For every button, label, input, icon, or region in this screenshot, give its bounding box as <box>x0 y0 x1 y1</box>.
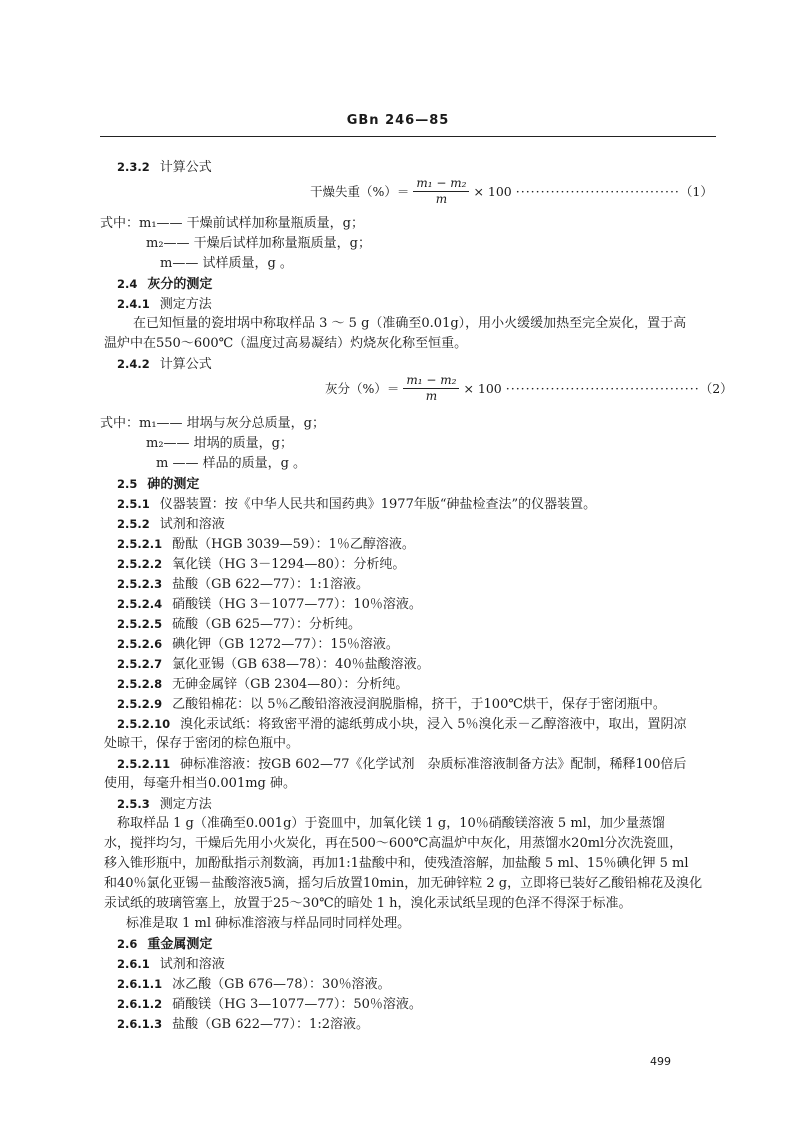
para-2-5-3-line6: 标准是取 1 ml 砷标准溶液与样品同时同样处理。 <box>126 916 411 931</box>
reagent-2-5-2-11-cont: 使用，每毫升相当0.001mg 砷。 <box>104 776 296 791</box>
formula-1: 干燥失重（%）＝ $\frac{\text{m₁ − m₂}}{m}$ × 100 ································· （1） <box>310 176 713 206</box>
reagent-item: 2.5.2.2 氧化镁（HG 3－1294—80）：分析纯。 <box>117 557 406 572</box>
where-1-line3: m—— 试样质量，g 。 <box>160 256 293 271</box>
header-rule <box>100 136 716 137</box>
reagent-item: 2.5.2.4 硝酸镁（HG 3－1077—77）：10％溶液。 <box>117 597 422 612</box>
section-2-5: 2.5 砷的测定 <box>117 477 200 492</box>
para-2-5-3-line5: 汞试纸的玻璃管塞上，放置于25～30℃的暗处 1 h，溴化汞试纸呈现的色泽不得深于标准。 <box>104 896 632 911</box>
reagent-item: 2.5.2.1 酚酞（HGB 3039—59）：1％乙醇溶液。 <box>117 537 415 552</box>
where-1-line1: 式中：m₁—— 干燥前试样加称量瓶质量，g； <box>100 216 364 231</box>
section-2-6: 2.6 重金属测定 <box>117 937 213 952</box>
section-2-4-1: 2.4.1 测定方法 <box>117 297 212 312</box>
para-2-5-3-line4: 和40％氯化亚锡－盐酸溶液5滴，摇匀后放置10min，加无砷锌粒 2 g，立即将已装好乙酸铅棉花及溴化 <box>104 876 703 891</box>
para-2-5-3-line3: 移入锥形瓶中，加酚酞指示剂数滴，再加1:1盐酸中和，使残渣溶解，加盐酸 5 ml、15％碘化钾 5 ml <box>104 856 689 871</box>
reagent-item: 2.6.1.3 盐酸（GB 622—77）：1:2溶液。 <box>117 1017 369 1032</box>
section-2-4: 2.4 灰分的测定 <box>117 277 213 292</box>
formula-2: 灰分（%）＝ $\frac{\text{m₁ − m₂}}{m}$ × 100 ······································· （2） <box>325 373 733 403</box>
para-2-5-3-line2: 水，搅拌均匀，干燥后先用小火炭化，再在500～600℃高温炉中灰化，用蒸馏水20ml分次洗瓷皿， <box>104 836 683 851</box>
section-2-5-2: 2.5.2 试剂和溶液 <box>117 517 225 532</box>
reagent-item: 2.5.2.8 无砷金属锌（GB 2304—80）：分析纯。 <box>117 677 409 692</box>
reagent-item: 2.5.2.7 氯化亚锡（GB 638—78）：40％盐酸溶液。 <box>117 657 430 672</box>
reagent-item: 2.5.2.3 盐酸（GB 622—77）：1:1溶液。 <box>117 577 369 592</box>
where-2-line1: 式中：m₁—— 坩埚与灰分总质量，g； <box>100 416 325 431</box>
reagent-item: 2.6.1.1 冰乙酸（GB 676—78）：30％溶液。 <box>117 977 391 992</box>
page-header: GBn 246—85 <box>346 113 450 128</box>
page-number: 499 <box>650 1055 671 1068</box>
reagent-item: 2.5.2.5 硫酸（GB 625—77）：分析纯。 <box>117 617 362 632</box>
where-2-line3: m —— 样品的质量，g 。 <box>156 456 307 471</box>
para-2-5-3-line1: 称取样品 1 g（准确至0.001g）于瓷皿中，加氧化镁 1 g，10％硝酸镁溶液 5 ml，加少量蒸馏 <box>117 816 665 831</box>
where-2-line2: m₂—— 坩埚的质量，g； <box>146 436 293 451</box>
section-2-4-2: 2.4.2 计算公式 <box>117 357 212 372</box>
section-2-5-3: 2.5.3 测定方法 <box>117 797 212 812</box>
reagent-item: 2.6.1.2 硝酸镁（HG 3—1077—77）：50％溶液。 <box>117 997 422 1012</box>
section-2-3-2: 2.3.2 计算公式 <box>117 160 212 175</box>
reagent-2-5-2-10: 2.5.2.10 溴化汞试纸：将致密平滑的滤纸剪成小块，浸入 5％溴化汞－乙醇溶液中，取出，置阴凉 <box>117 717 687 732</box>
para-2-4-1-line2: 温炉中在550～600℃（温度过高易凝结）灼烧灰化称至恒重。 <box>104 336 468 351</box>
where-1-line2: m₂—— 干燥后试样加称量瓶质量，g； <box>146 236 371 251</box>
section-2-6-1: 2.6.1 试剂和溶液 <box>117 957 225 972</box>
reagent-item: 2.5.2.6 碘化钾（GB 1272—77）：15％溶液。 <box>117 637 399 652</box>
reagent-2-5-2-11: 2.5.2.11 砷标准溶液：按GB 602—77《化学试剂 杂质标准溶液制备方法》配制，稀释100倍后 <box>117 757 687 772</box>
reagent-2-5-2-10-cont: 处晾干，保存于密闭的棕色瓶中。 <box>104 736 300 751</box>
reagent-item: 2.5.2.9 乙酸铅棉花：以 5％乙酸铅溶液浸润脱脂棉，挤干，于100℃烘干，保存于密闭瓶中。 <box>117 697 666 712</box>
section-2-5-1: 2.5.1 仪器装置：按《中华人民共和国药典》1977年版“砷盐检查法”的仪器装置。 <box>117 497 597 512</box>
para-2-4-1-line1: 在已知恒量的瓷坩埚中称取样品 3 ～ 5 g（准确至0.01g），用小火缓缓加热至完全炭化，置于高 <box>133 316 687 331</box>
